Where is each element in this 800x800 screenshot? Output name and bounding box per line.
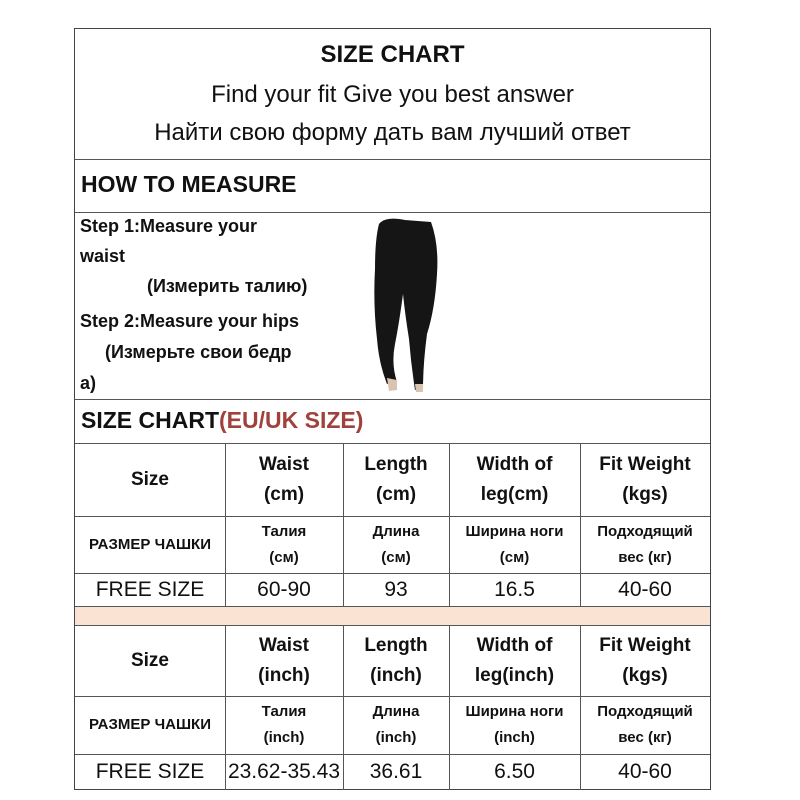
table-header-cell bbox=[343, 625, 449, 696]
ru-header-unit: (inch) bbox=[263, 729, 305, 746]
table-ru-header-cell bbox=[75, 516, 225, 573]
header-text: Fit Weight bbox=[599, 634, 691, 656]
size-chart-heading-main: SIZE CHART bbox=[81, 407, 219, 433]
header-text: Width of bbox=[476, 453, 553, 475]
ru-header-text: Ширина ноги bbox=[465, 522, 564, 540]
ru-header-text: Талия bbox=[261, 703, 307, 720]
table-ru-header-cell bbox=[343, 696, 449, 754]
header-text: Length bbox=[364, 453, 428, 475]
header-unit: (kgs) bbox=[622, 664, 668, 686]
section-separator bbox=[75, 607, 710, 625]
ru-header-unit: (см) bbox=[269, 548, 299, 566]
table-ru-header-cell bbox=[225, 696, 343, 754]
table-ru-header-cell bbox=[449, 516, 580, 573]
header-text: Waist bbox=[259, 634, 309, 656]
subtitle-russian: Найти свою форму дать вам лучший ответ bbox=[154, 119, 631, 146]
size-chart-heading-accent: (EU/UK SIZE) bbox=[219, 407, 364, 433]
table-cell: 36.61 bbox=[369, 759, 423, 783]
how-to-measure-heading: HOW TO MEASURE bbox=[81, 171, 297, 197]
table-ru-header-cell bbox=[343, 516, 449, 573]
ru-header-unit: (см) bbox=[499, 548, 530, 566]
table-ru-header-cell bbox=[225, 516, 343, 573]
table-cell: 40-60 bbox=[618, 759, 672, 783]
subtitle-english: Find your fit Give you best answer bbox=[211, 81, 574, 108]
header-unit: (inch) bbox=[258, 664, 310, 686]
leggings-image bbox=[365, 214, 455, 394]
header-unit: (inch) bbox=[370, 664, 422, 686]
ru-header-text: Длина bbox=[372, 703, 420, 720]
ru-header-text: Ширина ноги bbox=[465, 703, 564, 720]
table-header-cell bbox=[343, 443, 449, 516]
header-unit: (cm) bbox=[375, 483, 417, 505]
table-header-cell bbox=[75, 625, 225, 696]
table-header-cell bbox=[449, 443, 580, 516]
ru-header-unit: вес (кг) bbox=[618, 729, 672, 746]
table-header-cell bbox=[580, 625, 710, 696]
step1-text: Step 1:Measure your bbox=[80, 216, 258, 236]
table-cell: 40-60 bbox=[618, 577, 672, 601]
table-cell: FREE SIZE bbox=[95, 577, 205, 601]
size-chart-heading bbox=[75, 407, 710, 434]
header-unit: (cm) bbox=[263, 483, 305, 505]
table-ru-header-cell bbox=[449, 696, 580, 754]
table-ru-header-cell bbox=[580, 696, 710, 754]
divider bbox=[75, 159, 710, 160]
step2-russian: (Измерьте свои бедр bbox=[105, 342, 292, 362]
ru-header-text: Подходящий bbox=[597, 703, 693, 720]
header-unit: leg(cm) bbox=[480, 483, 549, 505]
header-text: Width of bbox=[476, 634, 553, 656]
header-unit: (kgs) bbox=[622, 483, 668, 505]
header-text: Fit Weight bbox=[599, 453, 691, 475]
ru-header-text: Талия bbox=[261, 522, 307, 540]
table-cell: 16.5 bbox=[494, 577, 535, 601]
table-header-cell bbox=[449, 625, 580, 696]
table-cell: 6.50 bbox=[494, 759, 535, 783]
table-cell: 23.62-35.43 bbox=[227, 759, 341, 783]
ru-header-text: РАЗМЕР ЧАШКИ bbox=[89, 535, 211, 553]
table-cell: FREE SIZE bbox=[95, 759, 205, 783]
step1-text-cont: waist bbox=[80, 246, 126, 266]
table-ru-header-cell bbox=[75, 696, 225, 754]
header-text: Length bbox=[364, 634, 428, 656]
table-header-cell bbox=[225, 625, 343, 696]
ru-header-unit: (inch) bbox=[494, 729, 535, 746]
table-cell: 60-90 bbox=[257, 577, 311, 601]
ru-header-text: Длина bbox=[372, 522, 420, 540]
ru-header-unit: вес (кг) bbox=[618, 548, 672, 566]
ru-header-unit: (inch) bbox=[375, 729, 417, 746]
header-text: Size bbox=[130, 468, 170, 490]
step2-text: Step 2:Measure your hips bbox=[80, 311, 300, 331]
header-text: Waist bbox=[259, 453, 309, 475]
table-header-cell bbox=[580, 443, 710, 516]
ru-header-text: Подходящий bbox=[597, 522, 693, 540]
step2-russian-cont: а) bbox=[80, 373, 97, 393]
size-chart-frame bbox=[74, 28, 711, 790]
header-text: Size bbox=[130, 649, 170, 671]
table-ru-header-cell bbox=[580, 516, 710, 573]
table-cell: 93 bbox=[384, 577, 408, 601]
table-header-cell bbox=[225, 443, 343, 516]
ru-header-unit: (см) bbox=[381, 548, 411, 566]
table-header-cell bbox=[75, 443, 225, 516]
divider bbox=[75, 399, 710, 400]
step1-russian: (Измерить талию) bbox=[147, 276, 308, 296]
page-title: SIZE CHART bbox=[320, 41, 465, 68]
ru-header-text: РАЗМЕР ЧАШКИ bbox=[89, 716, 211, 733]
header-unit: leg(inch) bbox=[474, 664, 555, 686]
